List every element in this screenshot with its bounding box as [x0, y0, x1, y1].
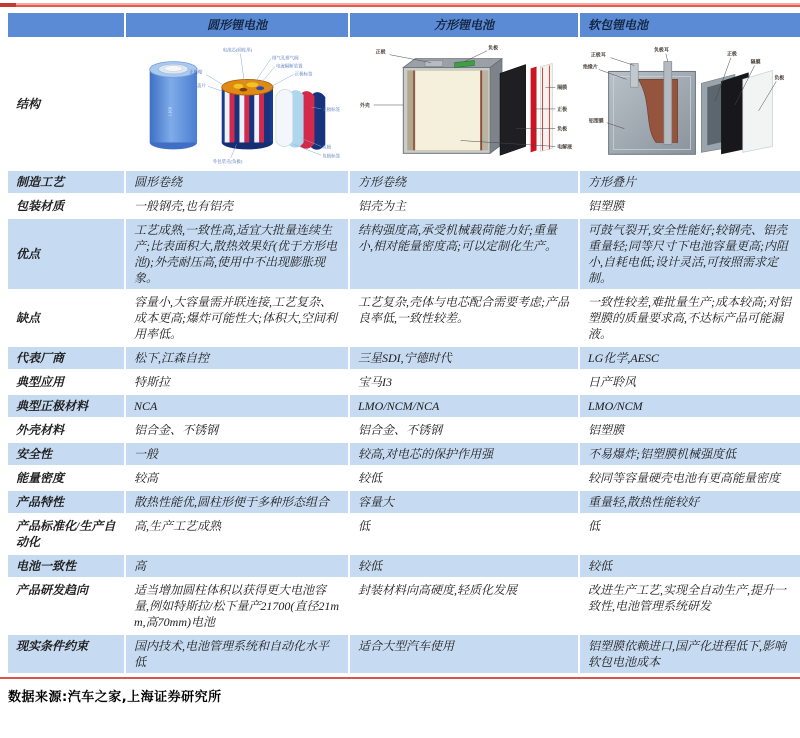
cylindrical-battery-diagram [128, 41, 346, 167]
diagram-label: 外包装壳(负极) [212, 159, 243, 165]
row-label: 典型正极材料 [8, 395, 124, 417]
row-label: 安全性 [8, 443, 124, 465]
table-row [8, 419, 800, 441]
cell: 低 [580, 515, 800, 553]
prismatic-case [403, 59, 502, 154]
cell: NCA [126, 395, 348, 417]
cell: 封装材料向高硬度,轻质化发展 [350, 579, 578, 633]
table-row [8, 219, 800, 289]
cylindrical-battery-photo [150, 62, 197, 150]
row-label: 制造工艺 [8, 171, 124, 193]
cell: 方形卷绕 [350, 171, 578, 193]
header-pouch-battery: 软包锂电池 [580, 13, 800, 37]
diagram-label: 负极耳 [653, 48, 669, 54]
cell: 较高 [126, 467, 348, 489]
cell: LG化学,AESC [580, 347, 800, 369]
cell: 高,生产工艺成熟 [126, 515, 348, 553]
data-source-note: 数据来源:汽车之家,上海证券研究所 [8, 690, 222, 705]
cell: LMO/NCM [580, 395, 800, 417]
svg-text:L16B: L16B [167, 106, 173, 116]
table-row [8, 515, 800, 553]
diagram-label: 正极帽 [189, 69, 203, 75]
cell: 三星SDI,宁德时代 [350, 347, 578, 369]
row-label: 典型应用 [8, 371, 124, 393]
row-label: 代表厂商 [8, 347, 124, 369]
cell: 容量大 [350, 491, 578, 513]
table-row [8, 491, 800, 513]
diagram-label: 盖片 [197, 83, 206, 89]
cell: 工艺成熟,一致性高,适宜大批量连续生产;比表面积大,散热效果好(优于方形电池);外壳耐压高,使用中不出现膨胀现象。 [126, 219, 348, 289]
cell: 较低 [350, 467, 578, 489]
cell: 较低 [350, 555, 578, 577]
cylindrical-cutaway [222, 79, 273, 149]
pouch-structure-cell [580, 39, 800, 169]
row-label: 包装材质 [8, 195, 124, 217]
row-label: 缺点 [8, 291, 124, 345]
diagram-label: 正极标签 [294, 71, 313, 77]
cell: 容量小,大容量需并联连接,工艺复杂、成本更高;爆炸可能性大;体积大,空间利用率低。 [126, 291, 348, 345]
cell: 松下,江森自控 [126, 347, 348, 369]
prismatic-structure-cell [350, 39, 578, 169]
cell: 方形叠片 [580, 171, 800, 193]
cell: 一般钢壳,也有铝壳 [126, 195, 348, 217]
diagram-label: 外壳 [359, 103, 370, 109]
pouch-battery-diagram [581, 41, 799, 167]
row-label: 外壳材料 [8, 419, 124, 441]
cell: 铝壳为主 [350, 195, 578, 217]
diagram-label: 负极标签 [322, 153, 341, 159]
diagram-label: 电解液 [557, 145, 573, 151]
diagram-label: 电池芯(圆柱形) [222, 47, 253, 53]
cell: 铝塑膜依赖进口,国产化进程低下,影响软包电池成本 [580, 635, 800, 673]
diagram-label: 电流隔断装置 [275, 63, 303, 69]
cylindrical-structure-cell [126, 39, 348, 169]
cell: 低 [350, 515, 578, 553]
table-row [8, 579, 800, 633]
table-row [8, 347, 800, 369]
table-header-row [8, 13, 800, 37]
cell: 适当增加圆柱体积以获得更大电池容量,例如特斯拉/松下量产21700(直径21mm,高70mm)电池 [126, 579, 348, 633]
diagram-label: 正极标签 [322, 106, 341, 112]
diagram-label: 正极 [375, 50, 386, 56]
row-label: 优点 [8, 219, 124, 289]
cell: LMO/NCM/NCA [350, 395, 578, 417]
cell: 国内技术,电池管理系统和自动化水平低 [126, 635, 348, 673]
cell: 较同等容量硬壳电池有更高能量密度 [580, 467, 800, 489]
diagram-label: 负极 [488, 46, 499, 52]
table-row [8, 395, 800, 417]
table-row [8, 635, 800, 673]
cell: 圆形卷绕 [126, 171, 348, 193]
row-label-structure: 结构 [8, 39, 124, 169]
pouch-exploded-layers [701, 70, 772, 154]
cell: 铝塑膜 [580, 195, 800, 217]
diagram-label: 负极 [774, 76, 785, 82]
bottom-red-rule [0, 677, 800, 679]
row-label: 电池一致性 [8, 555, 124, 577]
diagram-label: 负极 [322, 144, 332, 150]
cell: 铝合金、不锈钢 [126, 419, 348, 441]
diagram-label: 隔膜 [557, 86, 568, 92]
cell: 一般 [126, 443, 348, 465]
diagram-label: 正极 [557, 107, 568, 113]
cell: 较高,对电芯的保护作用强 [350, 443, 578, 465]
diagram-label: 排气孔排气阀 [272, 55, 299, 61]
table-row [8, 443, 800, 465]
row-label: 产品研发趋向 [8, 579, 124, 633]
cell: 重量轻,散热性能较好 [580, 491, 800, 513]
diagram-label: 铝塑膜 [588, 119, 604, 125]
cell: 改进生产工艺,实现全自动生产,提升一致性,电池管理系统研发 [580, 579, 800, 633]
diagram-label: 负极 [557, 127, 568, 133]
table-row [8, 195, 800, 217]
diagram-label: 隔膜 [750, 60, 761, 66]
row-label: 产品标准化/生产自动化 [8, 515, 124, 553]
cell: 一致性较差,难批量生产;成本较高;对铝塑膜的质量要求高,不达标产品可能漏液。 [580, 291, 800, 345]
cell: 不易爆炸;铝塑膜机械强度低 [580, 443, 800, 465]
cell: 铝合金、不锈钢 [350, 419, 578, 441]
cell: 宝马I3 [350, 371, 578, 393]
table-row [8, 291, 800, 345]
header-prismatic-battery: 方形锂电池 [350, 13, 578, 37]
table-row [8, 371, 800, 393]
structure-row [8, 39, 800, 169]
cell: 散热性能优,圆柱形便于多种形态组合 [126, 491, 348, 513]
diagram-label: 绝缘片 [582, 65, 598, 71]
table-row [8, 171, 800, 193]
diagram-label: 正极 [726, 52, 737, 58]
table-row [8, 467, 800, 489]
prismatic-exploded-layers [500, 64, 552, 156]
cell: 较低 [580, 555, 800, 577]
cylindrical-unrolled-layers [276, 89, 325, 149]
cell: 特斯拉 [126, 371, 348, 393]
row-label: 能量密度 [8, 467, 124, 489]
diagram-label: 正极耳 [590, 53, 606, 59]
battery-comparison-table [6, 11, 800, 675]
cell: 铝塑膜 [580, 419, 800, 441]
cell: 高 [126, 555, 348, 577]
cell: 日产聆风 [580, 371, 800, 393]
cell: 工艺复杂,壳体与电芯配合需要考虑;产品良率低,一致性较差。 [350, 291, 578, 345]
cell: 适合大型汽车使用 [350, 635, 578, 673]
row-label: 产品特性 [8, 491, 124, 513]
pouch-body [609, 62, 696, 155]
cell: 结构强度高,承受机械载荷能力好;重量小,相对能量密度高;可以定制化生产。 [350, 219, 578, 289]
header-empty-cell [8, 13, 124, 37]
header-cylindrical-battery: 圆形锂电池 [126, 13, 348, 37]
row-label: 现实条件约束 [8, 635, 124, 673]
cell: 可鼓气裂开,安全性能好;较钢壳、铝壳重量轻;同等尺寸下电池容量更高;内阻小,自耗电低;设计灵活,可按照需求定制。 [580, 219, 800, 289]
top-red-rule [0, 3, 800, 7]
prismatic-battery-diagram [352, 41, 576, 167]
table-row [8, 555, 800, 577]
